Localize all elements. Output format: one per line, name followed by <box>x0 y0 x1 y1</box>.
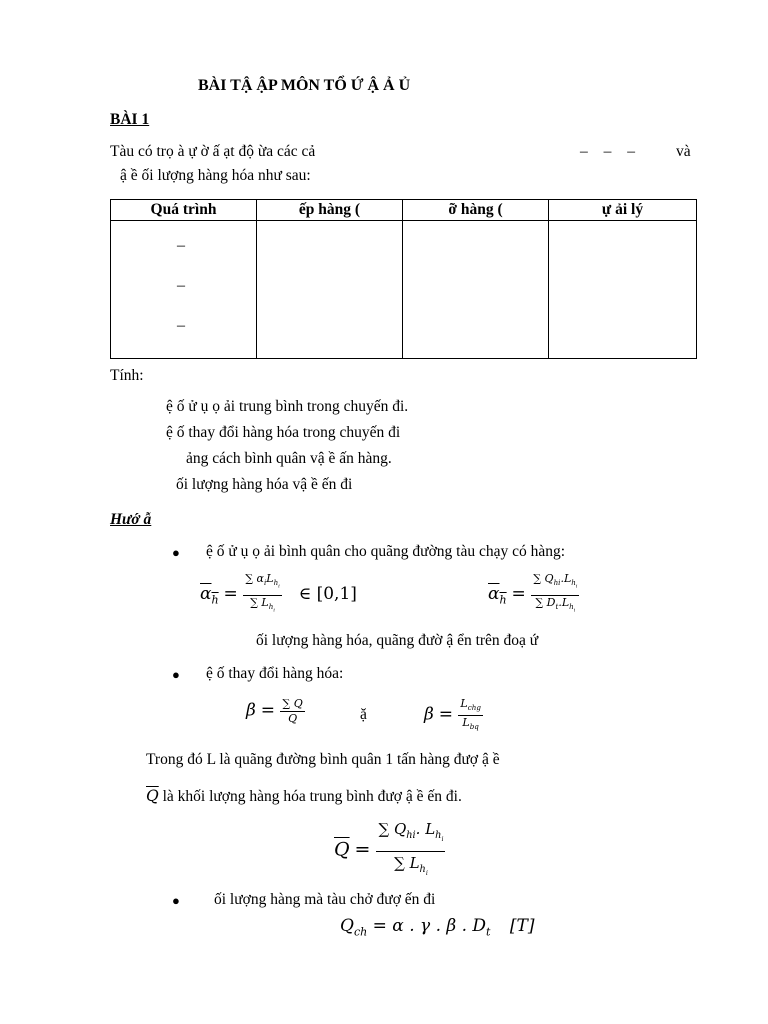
tinh-item: ối lượng hàng hóa vậ ề ến đi <box>176 476 353 493</box>
intro-text-line2: ậ ề ối lượng hàng hóa như sau: <box>120 167 311 184</box>
guide-note: ối lượng hàng hóa, quãng đườ ậ ển trên đoạ ứ <box>256 632 539 649</box>
table-cell <box>111 221 257 359</box>
tinh-label: Tính: <box>110 367 144 384</box>
table-row <box>111 221 697 359</box>
row-marker: – <box>177 317 185 334</box>
row-marker: – <box>177 277 185 294</box>
process-table <box>110 199 697 359</box>
guide-heading: Hướ ẫ <box>110 511 152 528</box>
qbar-line <box>146 786 462 807</box>
qbar-text: là khối lượng hàng hóa trung bình đượ ậ ề ến đi. <box>162 788 462 805</box>
table-cell <box>257 221 403 359</box>
table-header-cell: ỡ hàng ( <box>403 200 549 221</box>
trong-do-text: Trong đó L là quãng đường bình quân 1 tấn hàng đượ ậ ề <box>146 751 500 768</box>
table-header-cell: ếp hàng ( <box>257 200 403 221</box>
beta-connector: ặ <box>360 706 367 723</box>
beta-formula: β = $\frac{\sum Q}{Q}$ <box>246 697 303 725</box>
table-cell <box>403 221 549 359</box>
guide-bullet-text: ối lượng hàng mà tàu chở đượ ến đi <box>214 891 436 908</box>
qch-formula: $Q_{ch} = \alpha$ . γ . β . $D_t$ [T] <box>340 916 535 939</box>
bullet-icon: ● <box>172 545 180 560</box>
document-title: BÀI TẬ ẬP MÔN TỔ Ứ Ậ Ả Ủ <box>198 77 411 94</box>
section-heading: BÀI 1 <box>110 111 150 128</box>
table-header-cell: ự ải lý <box>549 200 697 221</box>
intro-text-end: và <box>676 143 691 160</box>
alpha-formula-alt: $\alpha_h$ = $\frac{\sum Q_{hi}.L_{h_i}}{\sum D_t.L_{h_i}}$ <box>488 572 578 614</box>
table-header-cell: Quá trình <box>111 200 257 221</box>
bullet-icon: ● <box>172 667 180 682</box>
intro-dashes: – – – <box>580 143 641 160</box>
qbar-formula: $\overline{Q}$ = $\frac{\sum Q_{hi}. L_{h_i}}{\sum L_{h_i}}$ <box>334 820 444 877</box>
tinh-item: ệ ố thay đổi hàng hóa trong chuyến đi <box>166 424 401 441</box>
tinh-item: ảng cách bình quân vậ ề ấn hàng. <box>186 450 392 467</box>
table-cell <box>549 221 697 359</box>
row-marker: – <box>177 237 185 254</box>
qbar-symbol: $\overline{Q}$ <box>146 787 159 805</box>
guide-bullet-text: ệ ố thay đổi hàng hóa: <box>206 665 344 682</box>
intro-text-line1: Tàu có trọ à ự ờ ấ ạt độ ừa các cả <box>110 143 316 160</box>
table-header-row <box>111 200 697 221</box>
alpha-formula: $\alpha_h$ = $\frac{\sum \alpha_iL_{h_i}}{\sum L_{h_i}}$ ∈ [0,1] <box>200 572 357 614</box>
guide-bullet-text: ệ ố ử ụ ọ ải bình quân cho quãng đường tàu chạy có hàng: <box>206 543 566 560</box>
tinh-item: ệ ố ử ụ ọ ải trung bình trong chuyến đi. <box>166 398 409 415</box>
beta-formula-alt: β = $\frac{L_{chg}}{L_{bq}}$ <box>424 697 481 732</box>
bullet-icon: ● <box>172 893 180 908</box>
